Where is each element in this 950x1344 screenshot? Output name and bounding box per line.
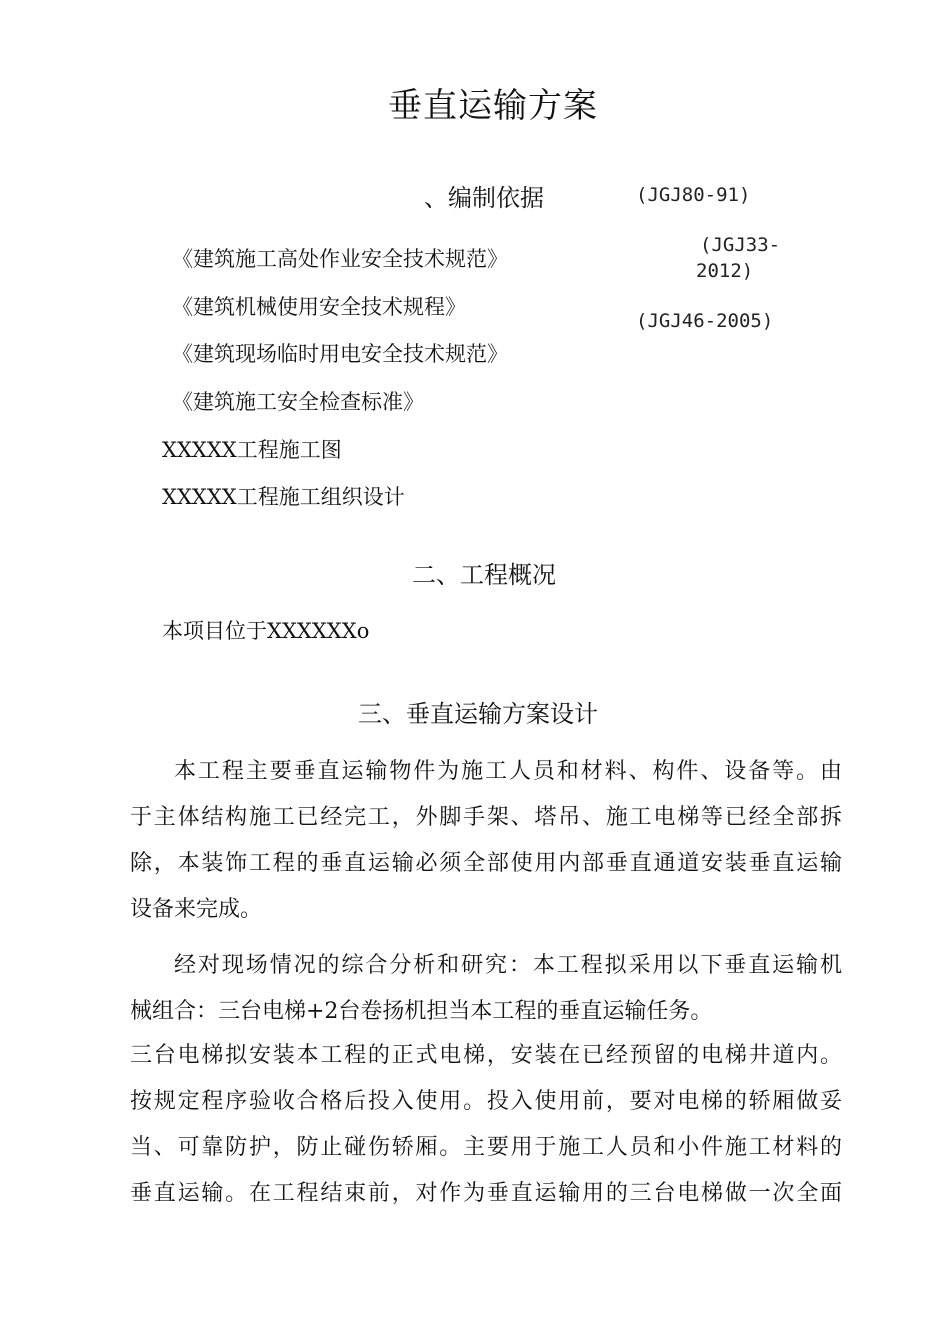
section-2-heading: 二、工程概况 bbox=[412, 561, 556, 589]
reference-item: 《建筑现场临时用电安全技术规范》 bbox=[172, 342, 508, 366]
paragraph-line: 除，本装饰工程的垂直运输必须全部使用内部垂直通道安装垂直运输 bbox=[130, 851, 842, 876]
code-jgj80: (JGJ80-91) bbox=[636, 184, 751, 206]
section-3-heading: 三、垂直运输方案设计 bbox=[358, 700, 598, 728]
paragraph-1 bbox=[130, 749, 842, 933]
paragraph-line: 按规定程序验收合格后投入使用。投入使用前，要对电梯的轿厢做妥 bbox=[130, 1089, 842, 1114]
paragraph-line: 本工程主要垂直运输物件为施工人员和材料、构件、设备等。由 bbox=[174, 759, 842, 784]
reference-item: 《建筑机械使用安全技术规程》 bbox=[172, 295, 466, 319]
paragraph-line: 械组合：三台电梯+2台卷扬机担当本工程的垂直运输任务。 bbox=[130, 999, 713, 1024]
reference-item: 《建筑施工安全检查标准》 bbox=[172, 390, 424, 414]
paragraph-3 bbox=[130, 1033, 842, 1217]
page-title: 垂直运输方案 bbox=[388, 86, 598, 126]
reference-item: 《建筑施工高处作业安全技术规范》 bbox=[172, 247, 508, 271]
section-1-heading: 、编制依据 bbox=[424, 184, 544, 212]
paragraph-2 bbox=[130, 943, 842, 1035]
paragraph-line: 当、可靠防护，防止碰伤轿厢。主要用于施工人员和小件施工材料的 bbox=[130, 1135, 842, 1160]
code-jgj46: (JGJ46-2005) bbox=[636, 310, 774, 332]
paragraph-line: 经对现场情况的综合分析和研究：本工程拟采用以下垂直运输机 bbox=[174, 953, 842, 978]
paragraph-line: 垂直运输。在工程结束前，对作为垂直运输用的三台电梯做一次全面 bbox=[130, 1181, 842, 1206]
project-location: 本项目位于XXXXXXo bbox=[162, 619, 370, 643]
code-jgj33-a: (JGJ33- bbox=[700, 234, 781, 256]
paragraph-line: 三台电梯拟安装本工程的正式电梯，安装在已经预留的电梯井道内。 bbox=[130, 1043, 842, 1068]
document-item: XXXXX工程施工组织设计 bbox=[162, 485, 405, 509]
paragraph-line: 设备来完成。 bbox=[130, 897, 263, 922]
code-jgj33-b: 2012) bbox=[696, 260, 754, 282]
paragraph-line: 于主体结构施工已经完工，外脚手架、塔吊、施工电梯等已经全部拆 bbox=[130, 805, 842, 830]
document-item: XXXXX工程施工图 bbox=[162, 438, 342, 462]
